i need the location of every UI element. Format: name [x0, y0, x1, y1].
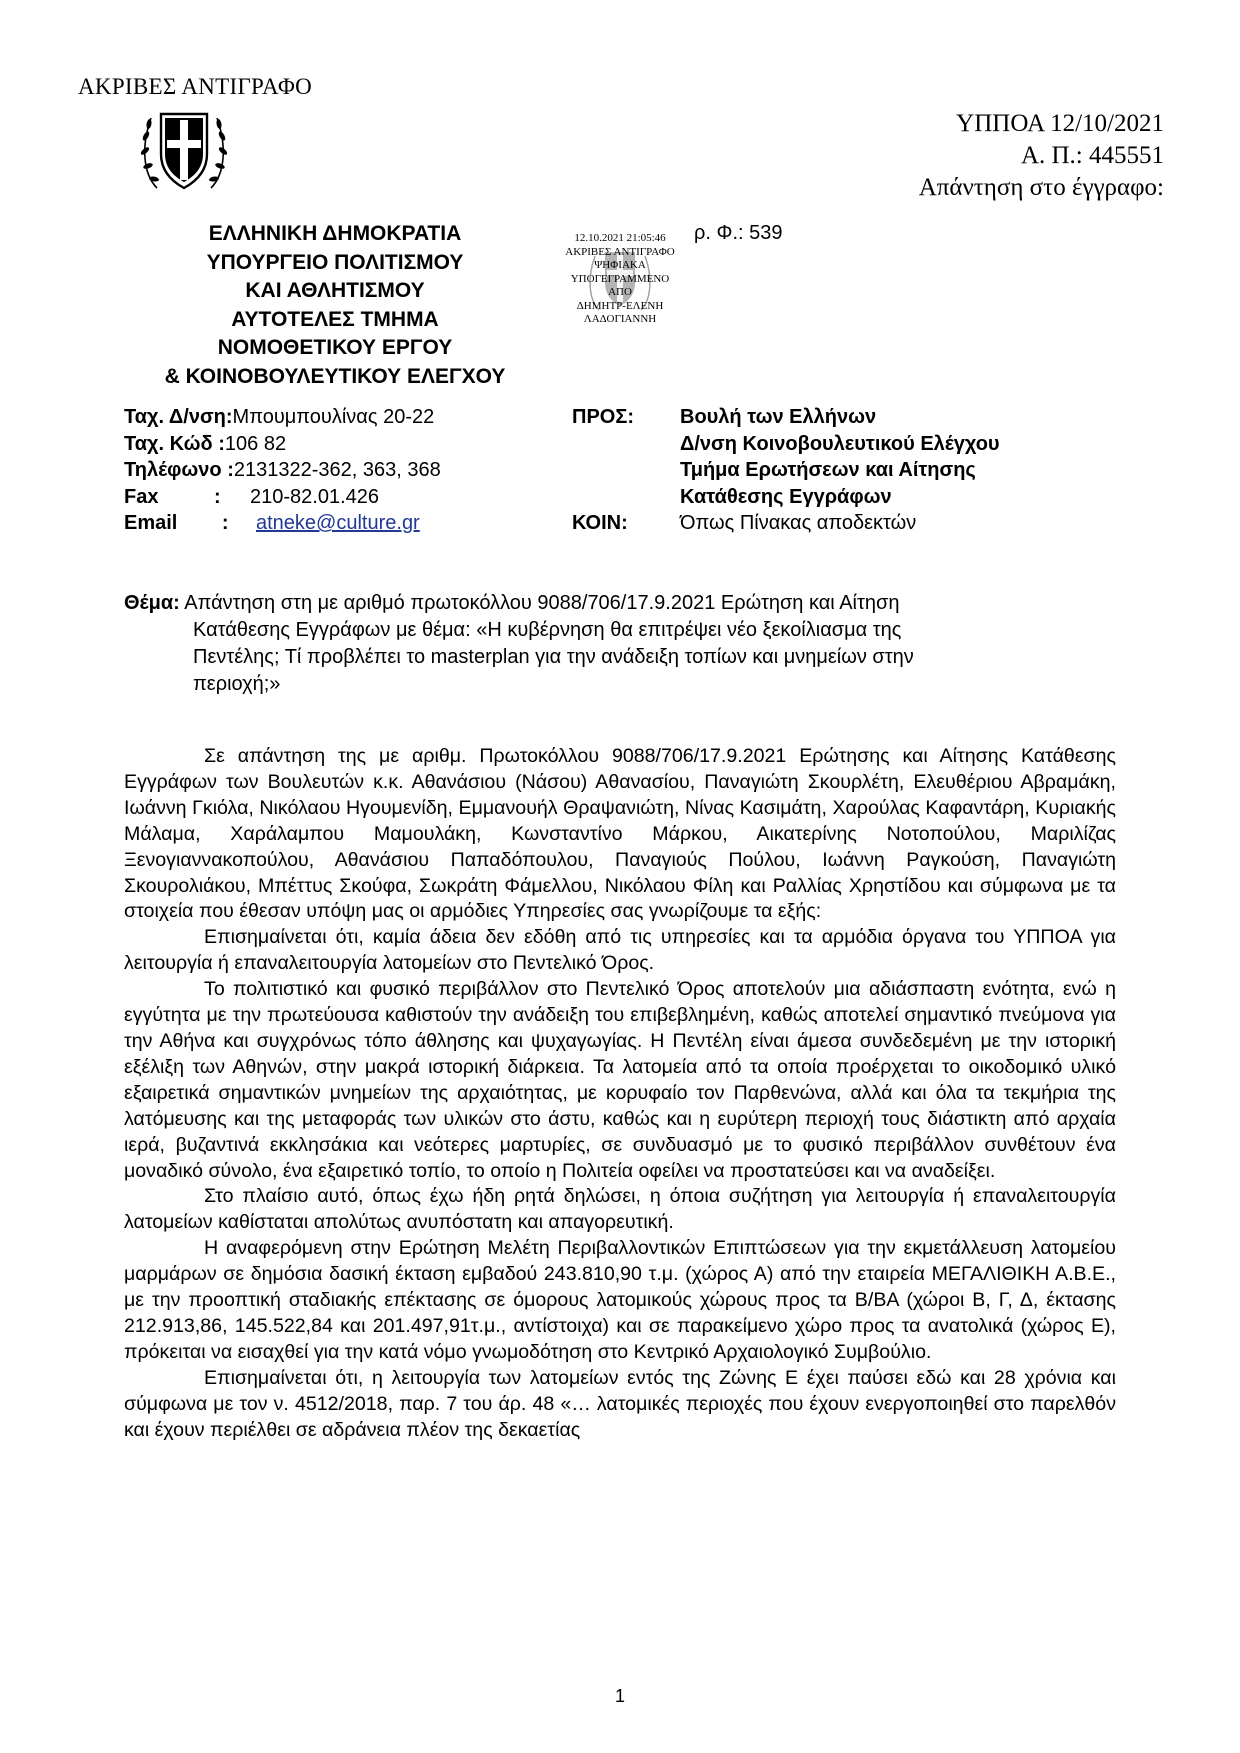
contact-value: Μπουμπουλίνας 20-22	[232, 406, 435, 428]
email-link[interactable]: atneke@culture.gr	[256, 512, 420, 535]
stamp-timestamp: 12.10.2021 21:05:46	[574, 232, 666, 244]
greek-coat-of-arms-icon	[137, 96, 231, 200]
to-line: Δ/νση Κοινοβουλευτικού Ελέγχου	[680, 432, 1000, 455]
subject-line: Πεντέλης; Τί προβλέπει το masterplan για την ανάδειξη τοπίων και μνημείων στην	[193, 646, 914, 668]
protocol-number: ρ. Φ.: 539	[694, 222, 783, 244]
recipient-row	[572, 457, 1000, 484]
to-line: Βουλή των Ελλήνων	[680, 406, 877, 428]
subject-line: περιοχή;»	[193, 673, 281, 695]
page-number: 1	[614, 1686, 625, 1706]
cc-label: ΚΟΙΝ:	[572, 512, 628, 535]
to-label: ΠΡΟΣ:	[572, 406, 635, 428]
ministry-line: ΝΟΜΟΘΕΤΙΚΟΥ ΕΡΓΟΥ	[217, 336, 453, 359]
body-paragraph: Επισημαίνεται ότι, καμία άδεια δεν εδόθη από τις υπηρεσίες και τα αρμόδια όργανα του ΥΠΠΟΑ για λειτουργία ή επαναλειτουργία λατομείων στο Πεντελικό Όρος.	[124, 926, 1116, 975]
stamp-signer: ΔΗΜΗΤΡ-ΕΛΕΝΗ	[576, 299, 664, 312]
body-paragraph: Σε απάντηση της με αριθμ. Πρωτοκόλλου 9088/706/17.9.2021 Ερώτησης και Αίτησης Κατάθεσης Εγγράφων των Βουλευτών κ.κ. Αθανάσιου (Νάσου) Αθανασίου, Παναγιώτη Σκουρλέτη, Ελευθέριου Αβραμάκη, Ιωάννη Γκιόλα, Νικόλαου Ηγουμενίδη, Εμμανουήλ Θραψανιώτη, Νίνας Κασιμάτη, Χαρούλας Καφαντάρη, Κυριακής Μάλαμα, Χαράλαμπου Μαμουλάκη, Κωνσταντίνο Μάρκου, Αικατερίνης Νοτοπούλου, Μαριλίζας Ξενογιαννακοπούλου, Αθανάσιου Παπαδόπουλου, Παναγιούς Πούλου, Ιωάννη Ραγκούση, Παναγιώτη Σκουρολιάκου, Μπέττυς Σκούφα, Σωκράτη Φάμελλου, Νικόλαου Φίλη και Ραλλίας Χρηστίδου και σύμφωνα με τα στοιχεία που έθεσαν υπόψη μας οι αρμόδιες Υπηρεσίες σας γνωρίζουμε τα εξής:	[124, 745, 1116, 923]
contact-label: Fax :	[124, 485, 221, 508]
recipient-row	[572, 404, 1000, 431]
recipient-row	[572, 484, 1000, 511]
ref-protocol-number: Α. Π.: 445551	[1020, 142, 1164, 169]
contact-row	[124, 431, 441, 458]
contact-details	[124, 404, 441, 537]
contact-value: 106 82	[224, 432, 287, 455]
body-paragraph: Επισημαίνεται ότι, η λειτουργία των λατομείων εντός της Ζώνης Ε έχει παύσει εδώ και 28 χρόνια και σύμφωνα με τον ν. 4512/2018, παρ. 7 του άρ. 48 «… λατομικές περιοχές που έχουν ενεργοποιηθεί στο παρελθόν και έχουν περιέλθει σε αδράνεια πλέον της δεκαετίας	[124, 1366, 1116, 1441]
contact-row	[124, 484, 441, 511]
to-line: Τμήμα Ερωτήσεων και Αίτησης	[680, 459, 976, 482]
contact-value: 2131322-362, 363, 368	[233, 459, 441, 482]
stamp-line: ΑΚΡΙΒΕΣ ΑΝΤΙΓΡΑΦΟ	[565, 245, 675, 258]
subject-line: Απάντηση στη με αριθμό πρωτοκόλλου 9088/706/17.9.2021 Ερώτηση και Αίτηση	[179, 592, 900, 614]
letter-body	[124, 744, 1116, 1443]
stamp-line: ΑΠΟ	[608, 286, 632, 298]
body-paragraph: Στο πλαίσιο αυτό, όπως έχω ήδη ρητά δηλώσει, η όποια συζήτηση για λειτουργία ή επαναλειτουργία λατομείων καθίσταται απολύτως ανυπόστατη και απαγορευτική.	[124, 1185, 1116, 1234]
ministry-heading	[130, 220, 540, 391]
contact-value: 210-82.01.426	[250, 485, 380, 508]
subject-label: Θέμα:	[124, 592, 180, 614]
subject	[124, 590, 1074, 698]
contact-row	[124, 457, 441, 484]
contact-label: Email :	[124, 512, 229, 535]
ministry-line: & ΚΟΙΝΟΒΟΥΛΕΥΤΙΚΟΥ ΕΛΕΓΧΟΥ	[164, 364, 506, 388]
to-line: Κατάθεσης Εγγράφων	[680, 485, 892, 508]
contact-label: Τηλέφωνο :	[124, 459, 234, 482]
contact-row	[124, 404, 441, 431]
contact-label: Ταχ. Κώδ :	[124, 432, 225, 455]
body-paragraph: Η αναφερόμενη στην Ερώτηση Μελέτη Περιβαλλοντικών Επιπτώσεων για την εκμετάλλευση λατομείου μαρμάρων σε δημόσια δασική έκταση εμβαδού 243.810,90 τ.μ. (χώρος Α) από την εταιρεία ΜΕΓΑΛΙΘΙΚΗ Α.Β.Ε., με την προοπτική σταδιακής επέκτασης σε όμορους λατομικούς χώρους προς τα Β/ΒΑ (χώροι Β, Γ, Δ, έκτασης 212.913,86, 145.522,84 και 201.497,91τ.μ., αντίστοιχα) και σε παρακείμενο χώρο προς τα ανατολικά (χώρος Ε), πρόκειται να εισαχθεί για την κατά νόμο γνωμοδότηση στο Κεντρικό Αρχαιολογικό Συμβούλιο.	[124, 1237, 1116, 1363]
subject-line: Κατάθεσης Εγγράφων με θέμα: «Η κυβέρνηση θα επιτρέψει νέο ξεκοίλιασμα της	[193, 619, 902, 641]
ref-date: ΥΠΠΟΑ 12/10/2021	[956, 110, 1164, 137]
stamp-line: ΨΗΦΙΑΚΑ	[594, 259, 646, 271]
contact-label: Ταχ. Δ/νση:	[124, 406, 233, 428]
ministry-line: ΥΠΟΥΡΓΕΙΟ ΠΟΛΙΤΙΣΜΟΥ	[206, 250, 464, 274]
ref-reply-to: Απάντηση στο έγγραφο:	[918, 174, 1164, 201]
ministry-line: ΕΛΛΗΝΙΚΗ ΔΗΜΟΚΡΑΤΙΑ	[208, 222, 462, 245]
ministry-line: ΑΥΤΟΤΕΛΕΣ ΤΜΗΜΑ	[231, 307, 439, 331]
recipients	[572, 404, 1000, 537]
exact-copy-mark: ΑΚΡΙΒΕΣ ΑΝΤΙΓΡΑΦΟ	[78, 74, 313, 99]
contact-row	[124, 510, 441, 537]
recipient-row	[572, 431, 1000, 458]
stamp-signer: ΛΑΔΟΓΙΑΝΝΗ	[583, 313, 657, 325]
cc-value: Όπως Πίνακας αποδεκτών	[680, 512, 917, 535]
digital-signature-stamp	[555, 232, 685, 327]
recipient-row	[572, 510, 1000, 537]
stamp-line: ΥΠΟΓΕΓΡΑΜΜΕΝΟ	[570, 272, 670, 285]
body-paragraph: Το πολιτιστικό και φυσικό περιβάλλον στο Πεντελικό Όρος αποτελούν μια αδιάσπαστη ενότητα, ενώ η εγγύτητα με την πρωτεύουσα καθιστούν την ανάδειξη του επιβεβλημένη, καθώς αποτελεί σημαντικό πνεύμονα για την Αθήνα και συγχρόνως τόπο άθλησης και ψυχαγωγίας. Η Πεντέλη είναι άμεσα συνδεδεμένη με την ιστορική εξέλιξη των Αθηνών, στην μακρά ιστορική διάρκεια. Τα λατομεία από τα οποία προέρχεται το οικοδομικό υλικό εξαιρετικά σημαντικών μνημείων της αρχαιότητας, με κορυφαίο τον Παρθενώνα, αλλά και όλα τα τεκμήρια της λατόμευσης και της μεταφοράς των υλικών στο άστυ, καθώς και η ευρύτερη περιοχή τους διάστικτη από αρχαία ιερά, βυζαντινά εκκλησάκια και νεότερες μαρτυρίες, σε συνδυασμό με το φυσικό περιβάλλον συνθέτουν ένα μοναδικό σύνολο, ένα εξαιρετικό τοπίο, το οποίο η Πολιτεία οφείλει να προστατεύσει και να αναδείξει.	[124, 978, 1116, 1182]
ministry-line: ΚΑΙ ΑΘΛΗΤΙΣΜΟΥ	[245, 279, 425, 302]
reference-block	[919, 108, 1164, 204]
